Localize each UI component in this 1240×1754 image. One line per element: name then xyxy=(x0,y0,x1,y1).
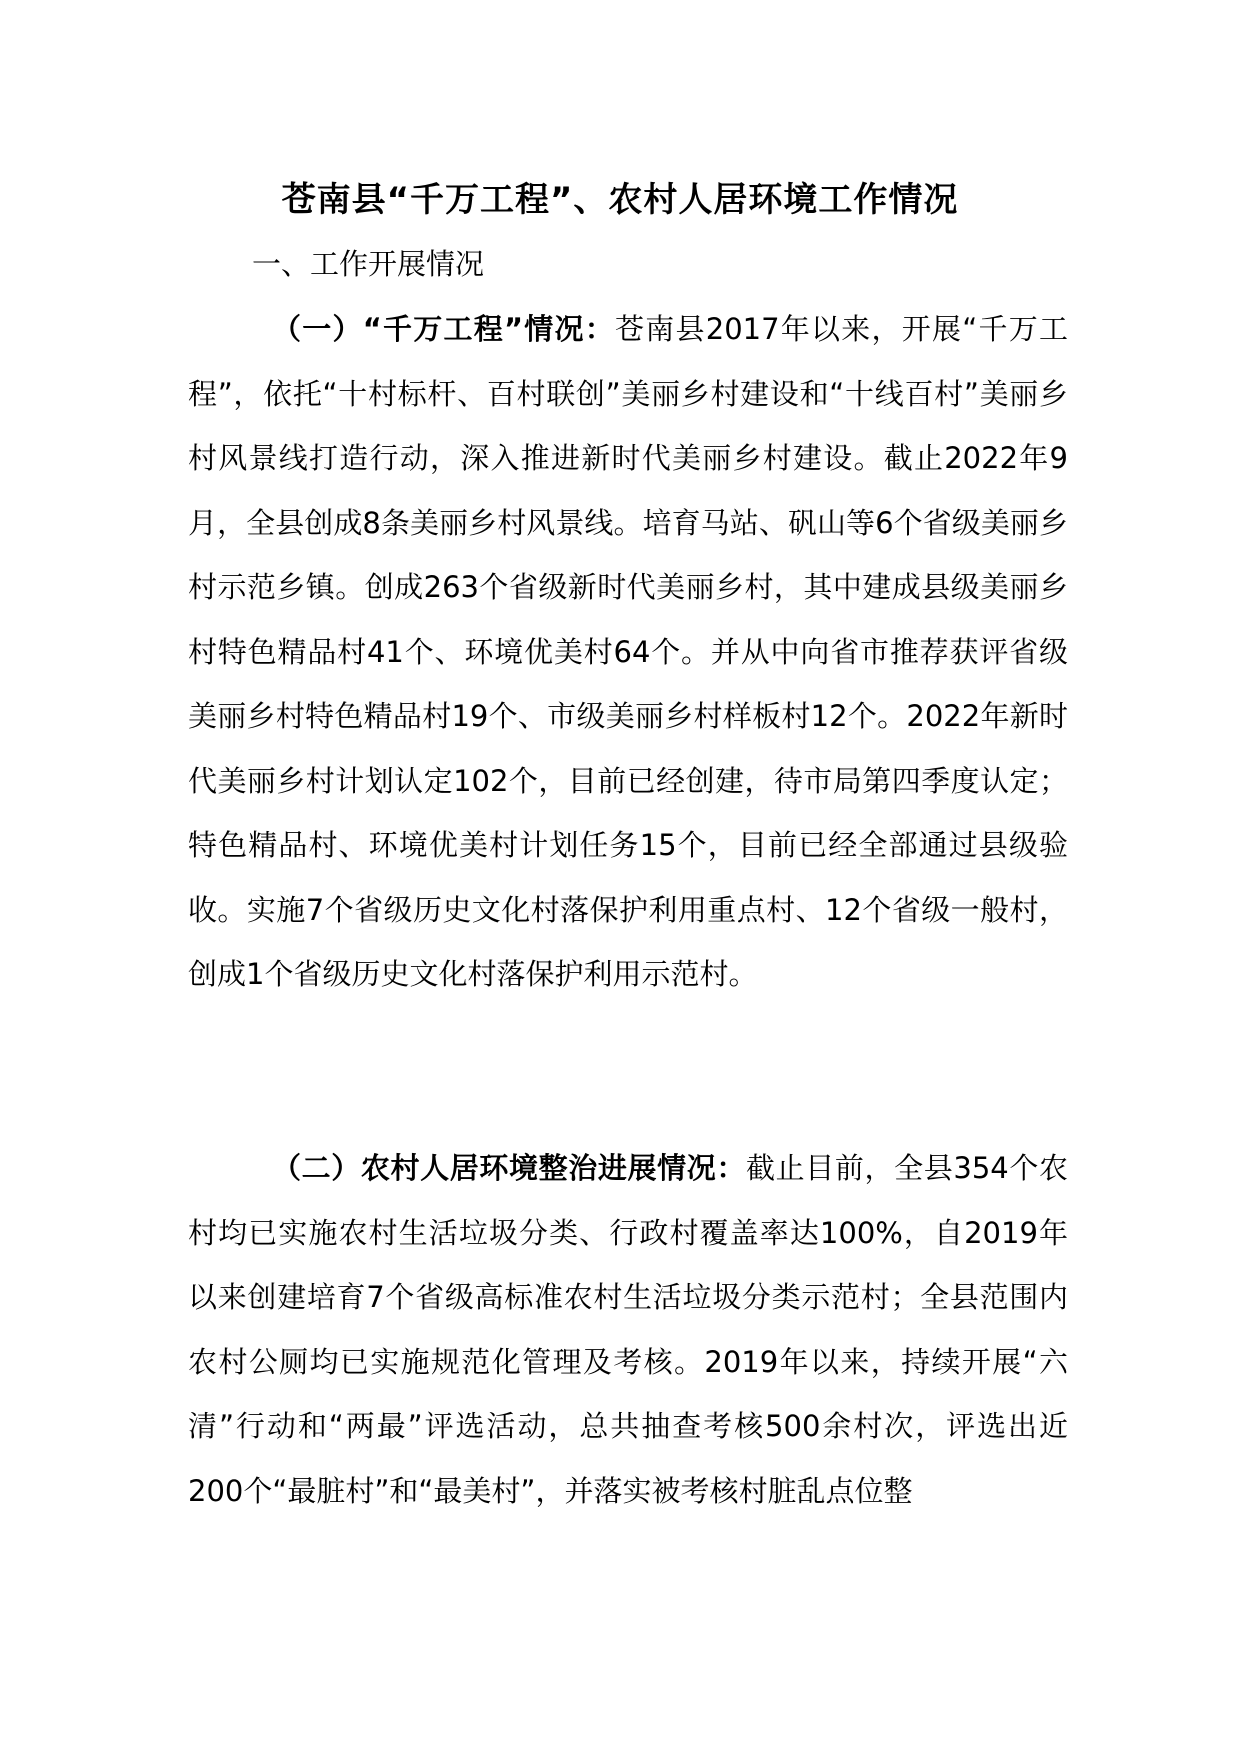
paragraph-2 xyxy=(188,1136,1068,1523)
document-title: 苍南县“千万工程”、农村人居环境工作情况 xyxy=(281,180,959,220)
paragraph-2-body: 截止目前，全县354个农村均已实施农村生活垃圾分类、行政村覆盖率达100%，自2019年以来创建培育7个省级高标准农村生活垃圾分类示范村；全县范围内农村公厕均已实施规范化管理及考核。2019年以来，持续开展“六清”行动和“两最”评选活动，总共抽查考核500余村次，评选出近200个“最脏村”和“最美村”，并落实被考核村脏乱点位整 xyxy=(188,1151,1068,1508)
paragraph-1-lead: （一）“千万工程”情况： xyxy=(272,312,616,346)
section-heading: 一、工作开展情况 xyxy=(252,247,485,281)
paragraph-2-lead: （二）农村人居环境整治进展情况： xyxy=(272,1151,747,1185)
paragraph-1 xyxy=(188,297,1068,1007)
paragraph-1-body: 苍南县2017年以来，开展“千万工程”，依托“十村标杆、百村联创”美丽乡村建设和“十线百村”美丽乡村风景线打造行动，深入推进新时代美丽乡村建设。截止2022年9月，全县创成8条美丽乡村风景线。培育马站、矾山等6个省级美丽乡村示范乡镇。创成263个省级新时代美丽乡村，其中建成县级美丽乡村特色精品村41个、环境优美村64个。并从中向省市推荐获评省级美丽乡村特色精品村19个、市级美丽乡村样板村12个。2022年新时代美丽乡村计划认定102个，目前已经创建，待市局第四季度认定；特色精品村、环境优美村计划任务15个，目前已经全部通过县级验收。实施7个省级历史文化村落保护利用重点村、12个省级一般村，创成1个省级历史文化村落保护利用示范村。 xyxy=(188,312,1069,991)
